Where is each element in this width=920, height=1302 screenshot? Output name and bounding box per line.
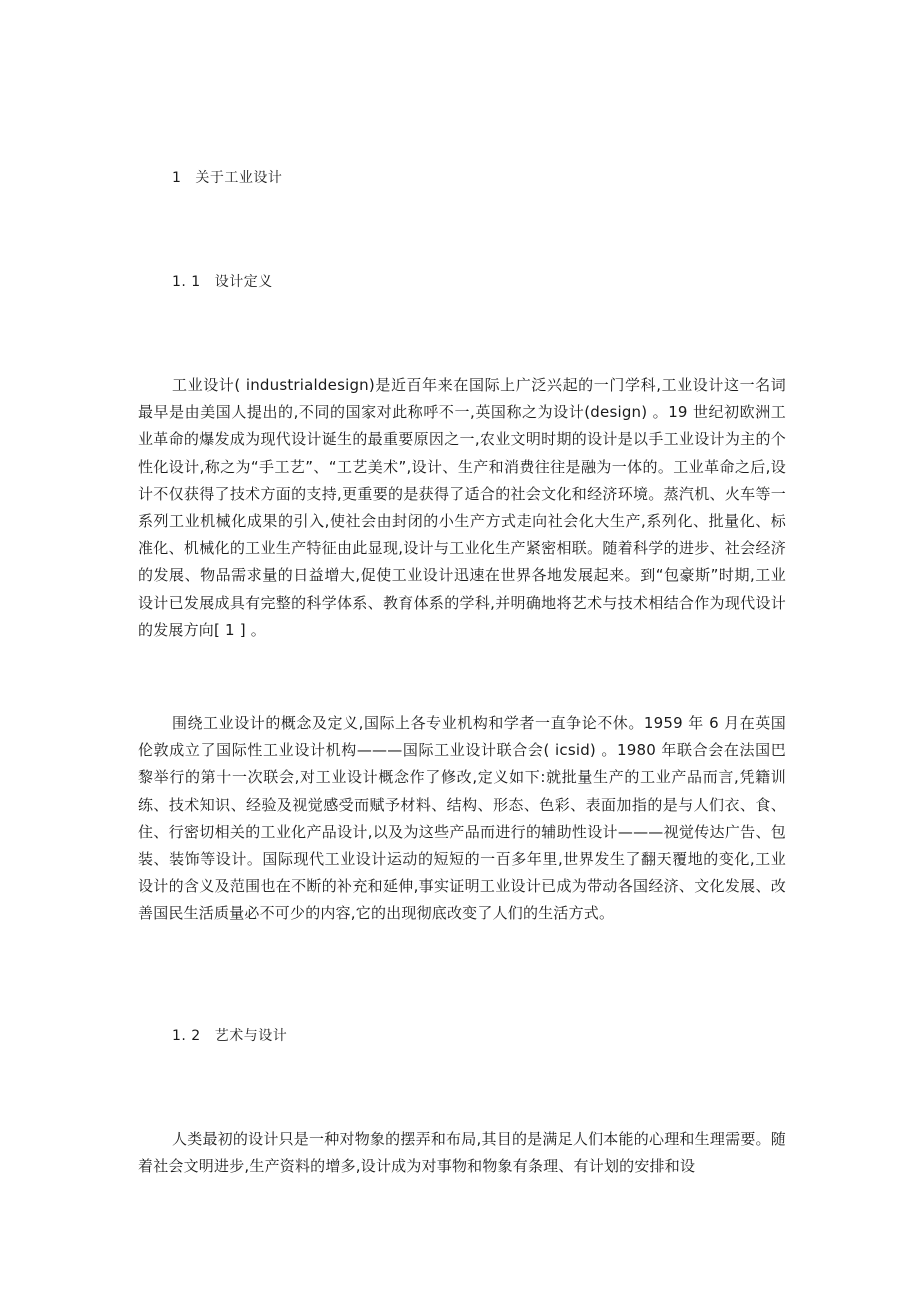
section-heading-1 — [172, 168, 282, 188]
section-number: 1. 1 — [172, 274, 201, 290]
section-title: 关于工业设计 — [195, 170, 283, 186]
section-number: 1. 2 — [172, 1028, 201, 1044]
section-number: 1 — [172, 170, 182, 186]
section-heading-1-1 — [172, 272, 273, 292]
section-heading-1-2 — [172, 1026, 287, 1046]
paragraph-icsid-definition: 围绕工业设计的概念及定义,国际上各专业机构和学者一直争论不休。1959 年 6 月在英国伦敦成立了国际性工业设计机构———国际工业设计联合会( icsid) 。1980 年联合会在法国巴黎举行的第十一次联会,对工业设计概念作了修改,定义如下:就批量生产的工业产品而言,凭籍训练、技术知识、经验及视觉感受而赋予材料、结构、形态、色彩、表面加指的是与人们衣、食、住、行密切相关的工业化产品设计,以及为这些产品而进行的辅助性设计———视觉传达广告、包装、装饰等设计。国际现代工业设计运动的短短的一百多年里,世界发生了翻天覆地的变化,工业设计的含义及范围也在不断的补充和延伸,事实证明工业设计已成为带动各国经济、文化发展、改善国民生活质量必不可少的内容,它的出现彻底改变了人们的生活方式。 — [138, 714, 786, 923]
section-title: 艺术与设计 — [214, 1028, 288, 1044]
paragraph-art-and-design: 人类最初的设计只是一种对物象的摆弄和布局,其目的是满足人们本能的心理和生理需要。随着社会文明进步,生产资料的增多,设计成为对事物和物象有条理、有计划的安排和设 — [138, 1130, 786, 1176]
paragraph-design-definition: 工业设计( industrialdesign)是近百年来在国际上广泛兴起的一门学科,工业设计这一名词最早是由美国人提出的,不同的国家对此称呼不一,英国称之为设计(design) 。19 世纪初欧洲工业革命的爆发成为现代设计诞生的最重要原因之一,农业文明时期的设计是以手工业设计为主的个性化设计,称之为“手工艺”、“工艺美术”,设计、生产和消费往往是融为一体的。工业革命之后,设计不仅获得了技术方面的支持,更重要的是获得了适合的社会文化和经济环境。蒸汽机、火车等一系列工业机械化成果的引入,使社会由封闭的小生产方式走向社会化大生产,系列化、批量化、标准化、机械化的工业生产特征由此显现,设计与工业化生产紧密相联。随着科学的进步、社会经济的发展、物品需求量的日益增大,促使工业设计迅速在世界各地发展起来。到“包豪斯”时期,工业设计已发展成具有完整的科学体系、教育体系的学科,并明确地将艺术与技术相结合作为现代设计的发展方向[ 1 ] 。 — [138, 376, 786, 639]
section-title: 设计定义 — [214, 274, 273, 290]
